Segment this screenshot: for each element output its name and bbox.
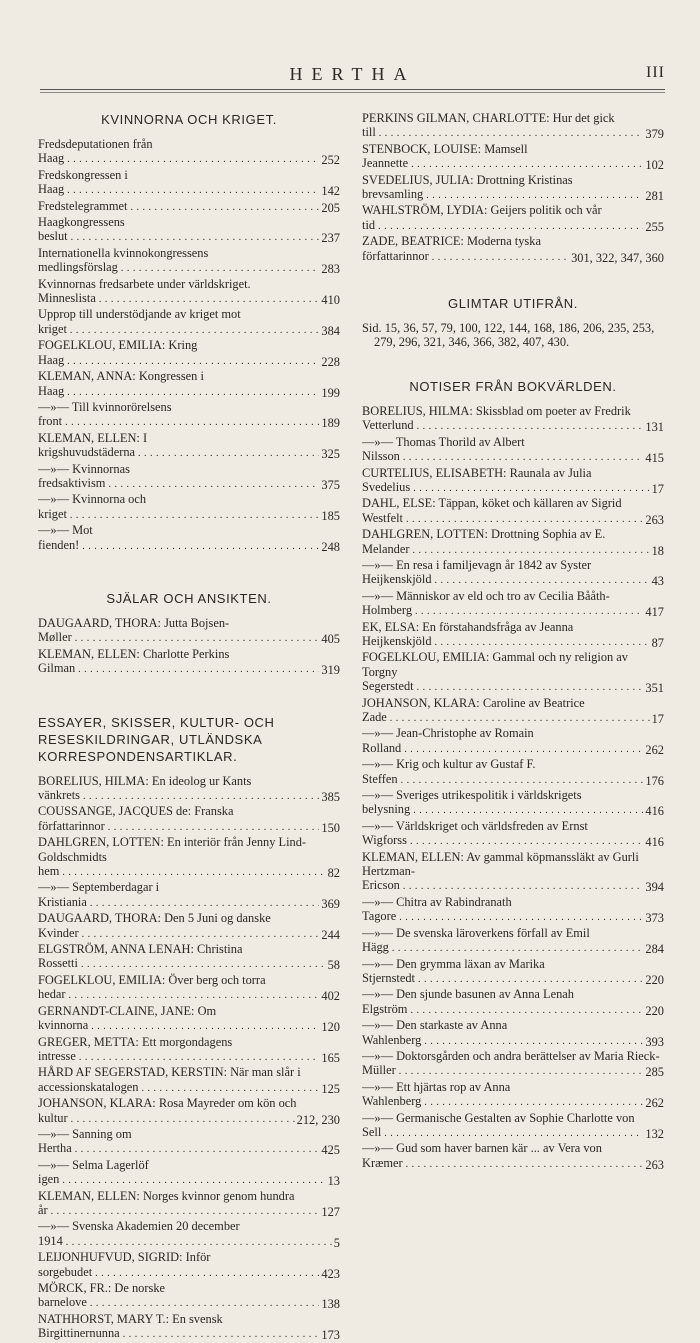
- index-entry: DAUGAARD, THORA: Den 5 Juni og danske Kvinder . . . 244: [38, 911, 340, 942]
- index-entry: KLEMAN, ANNA: Kongressen i Haag . . . 199: [38, 369, 340, 400]
- index-entry: —»— Kvinnorna och kriget . . . 185: [38, 492, 340, 523]
- index-entry: —»— Mot fienden! . . . 248: [38, 523, 340, 554]
- index-entry: Haagkongressens beslut . . . 237: [38, 215, 340, 246]
- index-entry: Fredstelegrammet . . . 205: [38, 199, 340, 215]
- index-entry: Kvinnornas fredsarbete under världskriget. Minneslista . . . 410: [38, 277, 340, 308]
- index-entry: —»— Världskriget och världsfreden av Ernst Wigforss . . . 416: [362, 819, 664, 850]
- index-entry: —»— Septemberdagar i Kristiania . . . 369: [38, 880, 340, 911]
- index-entry: —»— Sveriges utrikespolitik i världskrigets belysning . . . 416: [362, 788, 664, 819]
- page-number: III: [646, 64, 665, 81]
- section-title: GLIMTAR UTIFRÅN.: [448, 296, 578, 312]
- index-entry: —»— Sanning om Hertha . . . 425: [38, 1127, 340, 1158]
- index-entry: —»— Den sjunde basunen av Anna Lenah Elgström . . . 220: [362, 987, 664, 1018]
- index-entry: —»— Chitra av Rabindranath Tagore . . . 373: [362, 895, 664, 926]
- index-entry: KLEMAN, ELLEN: Charlotte Perkins Gilman . . . 319: [38, 647, 340, 678]
- index-entry: —»— Kvinnornas fredsaktivism . . . 375: [38, 462, 340, 493]
- index-entry: —»— Den grymma läxan av Marika Stjernstedt . . . 220: [362, 957, 664, 988]
- index-entry: GERNANDT-CLAINE, JANE: Om kvinnorna . . . 120: [38, 1004, 340, 1035]
- index-entry: FOGELKLOU, EMILIA: Över berg och torra hedar . . . 402: [38, 973, 340, 1004]
- index-entry: —»— Till kvinnorörelsens front . . . 189: [38, 400, 340, 431]
- index-entry: —»— De svenska läroverkens förfall av Emil Hägg . . . 284: [362, 926, 664, 957]
- section-title: SJÄLAR OCH ANSIKTEN.: [106, 590, 272, 606]
- index-entry: —»— Krig och kultur av Gustaf F. Steffen . . . 176: [362, 757, 664, 788]
- index-entry: Fredskongressen i Haag . . . 142: [38, 168, 340, 199]
- right-column: [362, 111, 664, 1172]
- section-title: KVINNORNA OCH KRIGET.: [101, 112, 277, 127]
- index-entry: —»— Thomas Thorild av Albert Nilsson . . . 415: [362, 435, 664, 466]
- index-entry: —»— Gud som haver barnen kär ... av Vera von Kræmer . . . 263: [362, 1141, 664, 1172]
- journal-title: HERTHA: [289, 64, 416, 84]
- index-entry: DAUGAARD, THORA: Jutta Bojsen-Møller . . . 405: [38, 616, 340, 647]
- index-entry: BORELIUS, HILMA: Skissblad om poeter av Fredrik Vetterlund . . . 131: [362, 404, 664, 435]
- section-title: ESSAYER, SKISSER, KULTUR- OCH RESESKILDRINGAR, UTLÄNDSKA KORRESPONDENSARTIKLAR.: [38, 714, 275, 764]
- index-entry: —»— Doktorsgården och andra berättelser av Maria Rieck-Müller . . . 285: [362, 1049, 664, 1080]
- header-rule: [40, 89, 665, 90]
- index-entry: MÖRCK, FR.: De norske barnelove . . . 138: [38, 1281, 340, 1312]
- entry-list: [38, 616, 340, 678]
- index-entry: —»— Den starkaste av Anna Wahlenberg . . . 393: [362, 1018, 664, 1049]
- index-entry: JOHANSON, KLARA: Rosa Mayreder om kön och kultur . . . 212, 230: [38, 1096, 340, 1127]
- entry-list: [362, 111, 664, 265]
- index-entry: HÅRD AF SEGERSTAD, KERSTIN: När man slår i accessionskatalogen . . . 125: [38, 1065, 340, 1096]
- index-entry: DAHLGREN, LOTTEN: Drottning Sophia av E. Melander . . . 18: [362, 527, 664, 558]
- section-title: NOTISER FRÅN BOKVÄRLDEN.: [409, 378, 617, 394]
- index-entry: —»— Människor av eld och tro av Cecilia Bååth-Holmberg . . . 417: [362, 589, 664, 620]
- index-entry: —»— Germanische Gestalten av Sophie Charlotte von Sell . . . 132: [362, 1111, 664, 1142]
- index-entry: PERKINS GILMAN, CHARLOTTE: Hur det gick till . . . 379: [362, 111, 664, 142]
- index-entry: KLEMAN, ELLEN: Av gammal köpmanssläkt av Gurli Hertzman-Ericson . . . 394: [362, 850, 664, 895]
- index-entry: FOGELKLOU, EMILIA: Kring Haag . . . 228: [38, 338, 340, 369]
- index-entry: BORELIUS, HILMA: En ideolog ur Kants vänkrets . . . 385: [38, 774, 340, 805]
- index-entry: KLEMAN, ELLEN: Norges kvinnor genom hundra år . . . 127: [38, 1189, 340, 1220]
- index-entry: —»— En resa i familjevagn år 1842 av Syster Heijkenskjöld . . . 43: [362, 558, 664, 589]
- page-header: [40, 64, 665, 94]
- index-entry: KLEMAN, ELLEN: I krigshuvudstäderna . . . 325: [38, 431, 340, 462]
- index-entry: CURTELIUS, ELISABETH: Raunala av Julia Svedelius . . . 17: [362, 466, 664, 497]
- index-entry: —»— Jean-Christophe av Romain Rolland . . . 262: [362, 726, 664, 757]
- index-entry: COUSSANGE, JACQUES de: Franska författarinnor . . . 150: [38, 804, 340, 835]
- index-entry: Fredsdeputationen från Haag . . . 252: [38, 137, 340, 168]
- entry-list: [38, 774, 340, 1343]
- index-entry: LEIJONHUFVUD, SIGRID: Inför sorgebudet . . . 423: [38, 1250, 340, 1281]
- index-entry: —»— Svenska Akademien 20 december 1914 . . . 5: [38, 1219, 340, 1250]
- index-entry: NATHHORST, MARY T.: En svensk Birgittinernunna . . . 173: [38, 1312, 340, 1343]
- header-rule-thin: [40, 92, 665, 93]
- index-entry: SVEDELIUS, JULIA: Drottning Kristinas brevsamling . . . 281: [362, 173, 664, 204]
- index-entry: —»— Ett hjärtas rop av Anna Wahlenberg . . . 262: [362, 1080, 664, 1111]
- index-entry: EK, ELSA: En förstahandsfråga av Jeanna Heijkenskjöld . . . 87: [362, 620, 664, 651]
- index-entry: Internationella kvinnokongressens medlingsförslag . . . 283: [38, 246, 340, 277]
- index-entry: FOGELKLOU, EMILIA: Gammal och ny religion av Torgny Segerstedt . . . 351: [362, 650, 664, 695]
- index-entry: JOHANSON, KLARA: Caroline av Beatrice Zade . . . 17: [362, 696, 664, 727]
- index-entry: Upprop till understödjande av kriget mot kriget . . . 384: [38, 307, 340, 338]
- index-entry: DAHLGREN, LOTTEN: En interiör från Jenny Lind-Goldschmidts hem . . . 82: [38, 835, 340, 880]
- glimtar-pages: Sid. 15, 36, 57, 79, 100, 122, 144, 168, 186, 206, 235, 253, 279, 296, 321, 346, 366, 382, 407, 430.: [362, 321, 655, 350]
- index-entry: STENBOCK, LOUISE: Mamsell Jeannette . . . 102: [362, 142, 664, 173]
- entry-list: [362, 404, 664, 1172]
- index-entry: WAHLSTRÖM, LYDIA: Geijers politik och vår tid . . . 255: [362, 203, 664, 234]
- index-entry: GREGER, METTA: Ett morgondagens intresse . . . 165: [38, 1035, 340, 1066]
- index-entry: ELGSTRÖM, ANNA LENAH: Christina Rossetti . . . 58: [38, 942, 340, 973]
- entry-list: [38, 137, 340, 554]
- index-entry: ZADE, BEATRICE: Moderna tyska författarinnor . . . 301, 322, 347, 360: [362, 234, 664, 265]
- index-entry: DAHL, ELSE: Täppan, köket och källaren av Sigrid Westfelt . . . 263: [362, 496, 664, 527]
- left-column: [38, 111, 340, 1343]
- index-entry: —»— Selma Lagerlöf igen . . . 13: [38, 1158, 340, 1189]
